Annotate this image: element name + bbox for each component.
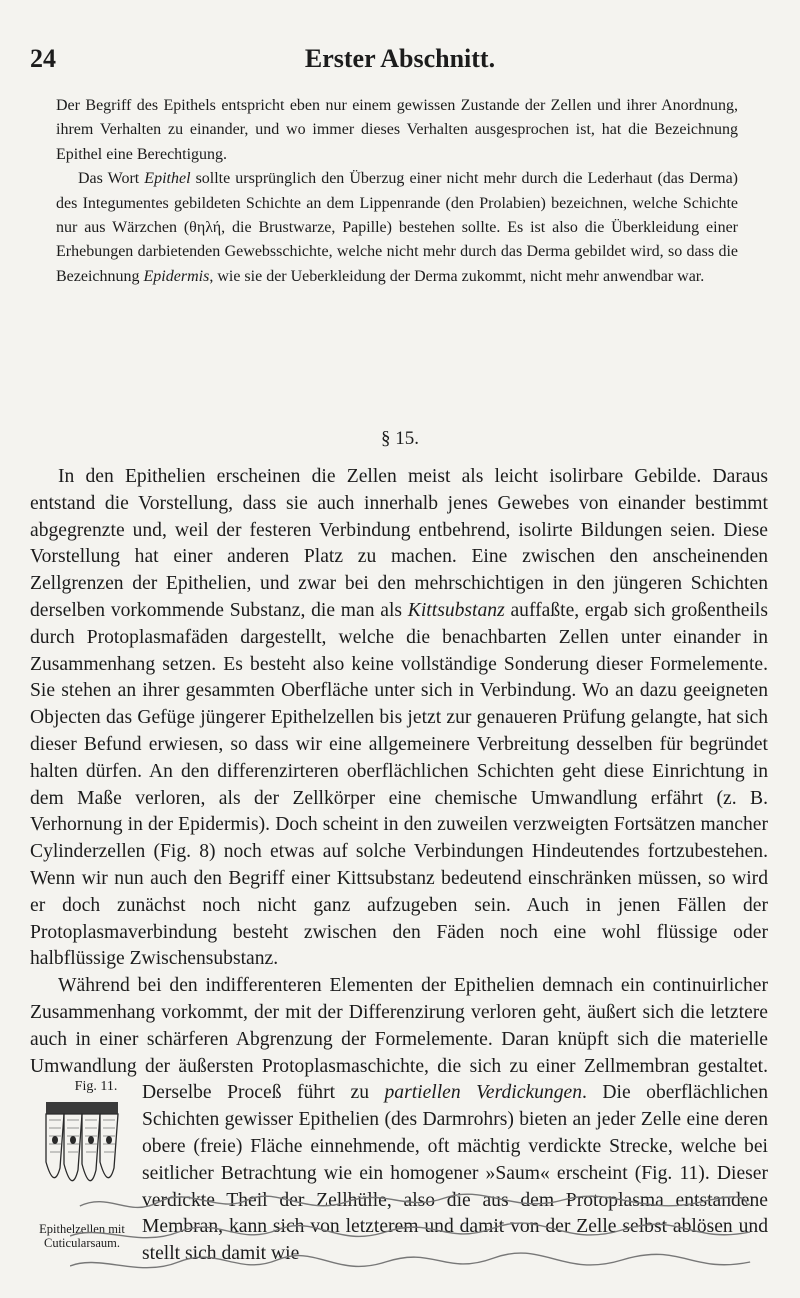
running-head: Erster Abschnitt. (304, 44, 496, 73)
term-epithel: Epithel (144, 170, 191, 188)
figure-label: Fig. 11. (74, 1079, 118, 1095)
term-partielle-verdickungen: partiellen Verdickungen (384, 1082, 583, 1104)
small-paragraph-2 (56, 167, 738, 289)
page-number: 24 (30, 44, 56, 73)
term-kittsubstanz: Kittsubstanz (407, 599, 505, 621)
body-paragraph-1 (30, 464, 768, 973)
text-run: Während bei den indifferenteren Elementen der Epithelien demnach ein continuirlicher Zusammenhang vorkommt, der mit der Differenzirung verloren geht, äußert sich die letztere auch in einer schärferen Abgrenzung der Formelemente. Daran knüpft sich die materielle Umwandlung der äußersten Protoplasmaschichte, die sich zu einer Zellmembran gestaltet. Derselbe Proceß führt zu (30, 975, 768, 1104)
cell-outline (46, 1114, 64, 1178)
cell-outline (100, 1114, 118, 1178)
text-run: auffaßte, ergab sich großentheils durch Protoplasmafäden dargestellt, welche die benachbarten Zellen unter einander in Zusammenhang setzen. Es besteht also keine vollständige Sonderung dieser Formelemente. Sie stehen an ihrer gesammten Oberfläche unter sich in Verbindung. Wo an dazu geeigneten Objecten das Gefüge jüngerer Epithelzellen bis jetzt zur genaueren Prüfung gelangte, hat sich dieser Befund erwiesen, so dass wir eine allgemeinere Verbreitung desselben für begründet halten dürfen. An den differenzirteren oberflächlichen Schichten geht diese Einrichtung in dem Maße verloren, als der Zellkörper eine chemische Umwandlung erfährt (z. B. Verhornung in der Epidermis). Doch scheint in den zuweilen verzweigten Fortsätzen mancher Cylinderzellen (Fig. 8) noch etwas auf solche Verbindungen Hindeutendes fortzubestehen. Wenn wir nun auch den Begriff einer Kittsubstanz bedeutend einschränken müssen, so wird er doch zunächst noch nicht ganz aufzugeben sein. Auch in jenen Fällen der Protoplasmaverbindung besteht zwischen den Fäden noch eine wohl flüssige oder halbflüssige Zwischensubstanz. (30, 599, 768, 970)
figure-caption: Epithelzellen mit Cuticularsaum. (39, 1222, 125, 1251)
small-paragraph-1: Der Begriff des Epithels entspricht eben nur einem gewissen Zustande der Zellen und ihrer Anordnung, ihrem Verhalten zu einander, und wo immer dieses Verhalten ausgesprochen ist, hat die Bezeichnung Epithel eine Berechtigung. (56, 97, 738, 163)
text-run: Das Wort (78, 170, 145, 188)
handwriting-scribble (70, 1188, 760, 1288)
main-text-block (30, 464, 768, 1268)
handwritten-annotation (70, 1188, 760, 1288)
text-run: , wie sie der Ueberkleidung der Derma zukommt, nicht mehr anwendbar war. (209, 267, 705, 285)
text-run: In den Epithelien erscheinen die Zellen meist als leicht isolirbare Gebilde. Daraus entstand die Vorstellung, dass sie auch innerhalb jenes Gewebes von einander bestimmt abgegrenzte und, weil der festeren Verbindung entbehrend, isolirte Bildungen seien. Diese Vorstellung hat einer anderen Platz zu machen. Eine zwischen den anscheinenden Zellgrenzen der Epithelien, und zwar bei den mehrschichtigen in den jüngeren Schichten derselben vorkommende Substanz, die man als (30, 466, 768, 621)
page-header (30, 44, 770, 84)
text-run: sollte ursprünglich den Überzug einer nicht mehr durch die Lederhaut (das Derma) des Integumentes gebildeten Schichte an dem Lippenrande (den Prolabien) bezeichnen, welche Schichte nur aus Wärzchen (θηλή, die Brustwarze, Papille) bestehen sollte. Es ist also die Überkleidung einer Erhebungen darbietenden Gewebsschichte, welche nicht mehr durch das Derma gebildet wird, so dass die Bezeichnung (56, 170, 739, 285)
cell-outline (82, 1114, 100, 1181)
cuticular-band (46, 1102, 118, 1114)
text-run: . Die oberflächlichen Schichten gewisser Epithelien (des Darmrohrs) bieten an jeder Zelle eine deren obere (freie) Fläche einnehmende, oft mächtig verdickte Strecke, welche bei seitlicher Betrachtung wie ein homogener »Saum« erscheint (Fig. 11). Dieser verdickte Theil der Zellhülle, also die aus dem Protoplasma entstandene Membran, kann sich von letzterem und damit von der Zelle selbst ablösen und stellt sich damit wie (142, 1082, 768, 1265)
small-print-block (56, 94, 738, 289)
cell-outline (64, 1114, 82, 1181)
term-epidermis: Epidermis (143, 267, 210, 285)
section-heading: § 15. (381, 428, 419, 449)
